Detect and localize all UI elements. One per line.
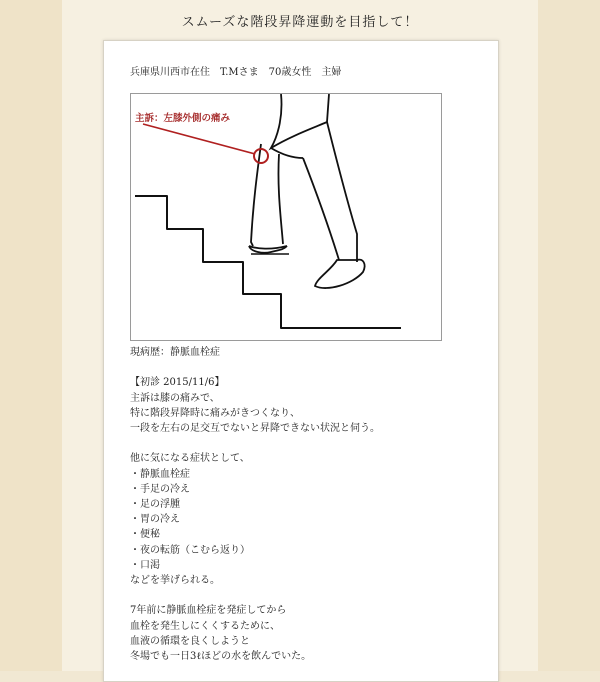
first-visit-heading: 【初診 2015/11/6】 (130, 377, 225, 389)
symptom-item: ・胃の冷え (130, 514, 180, 526)
symptoms-outro: などを挙げられる。 (130, 575, 220, 587)
first-visit-line: 特に階段昇降時に痛みがきつくなり、 (130, 407, 300, 419)
background-line: 7年前に静脈血栓症を発症してから (130, 605, 287, 617)
symptom-item: ・足の浮腫 (130, 499, 180, 510)
symptom-item: ・夜の転筋（こむら返り） (130, 544, 250, 556)
first-visit-line: 一段を左右の足交互でないと昇降できない状況と伺う。 (130, 423, 380, 434)
complaint-label: 主訴：左膝外側の痛み (135, 113, 231, 124)
article-card (103, 40, 499, 682)
symptoms-intro: 他に気になる症状として、 (130, 453, 250, 465)
background-line: 冬場でも一日3ℓほどの水を飲んでいた。 (130, 651, 312, 663)
symptom-item: ・便秘 (130, 529, 160, 541)
patient-info: 兵庫県川西市在住 T.Mさま 70歳女性 主婦 (130, 67, 342, 78)
background-line: 血液の循環を良くしようと (130, 635, 250, 647)
symptom-item: ・静脈血栓症 (130, 468, 190, 480)
first-visit-line: 主訴は膝の痛みで、 (130, 392, 220, 404)
history-line: 現病歴：静脈血栓症 (130, 347, 220, 358)
stairs-illustration (130, 93, 442, 341)
symptom-item: ・口渇 (130, 559, 160, 571)
background-line: 血栓を発生しにくくするために、 (130, 620, 280, 632)
symptom-item: ・手足の冷え (130, 483, 190, 495)
page-title: スムーズな階段昇降運動を目指して！ (181, 15, 419, 30)
background-right-strip (538, 0, 600, 671)
stairs-drawing (131, 94, 441, 340)
case-body (130, 345, 480, 664)
background-left-strip (0, 0, 62, 671)
